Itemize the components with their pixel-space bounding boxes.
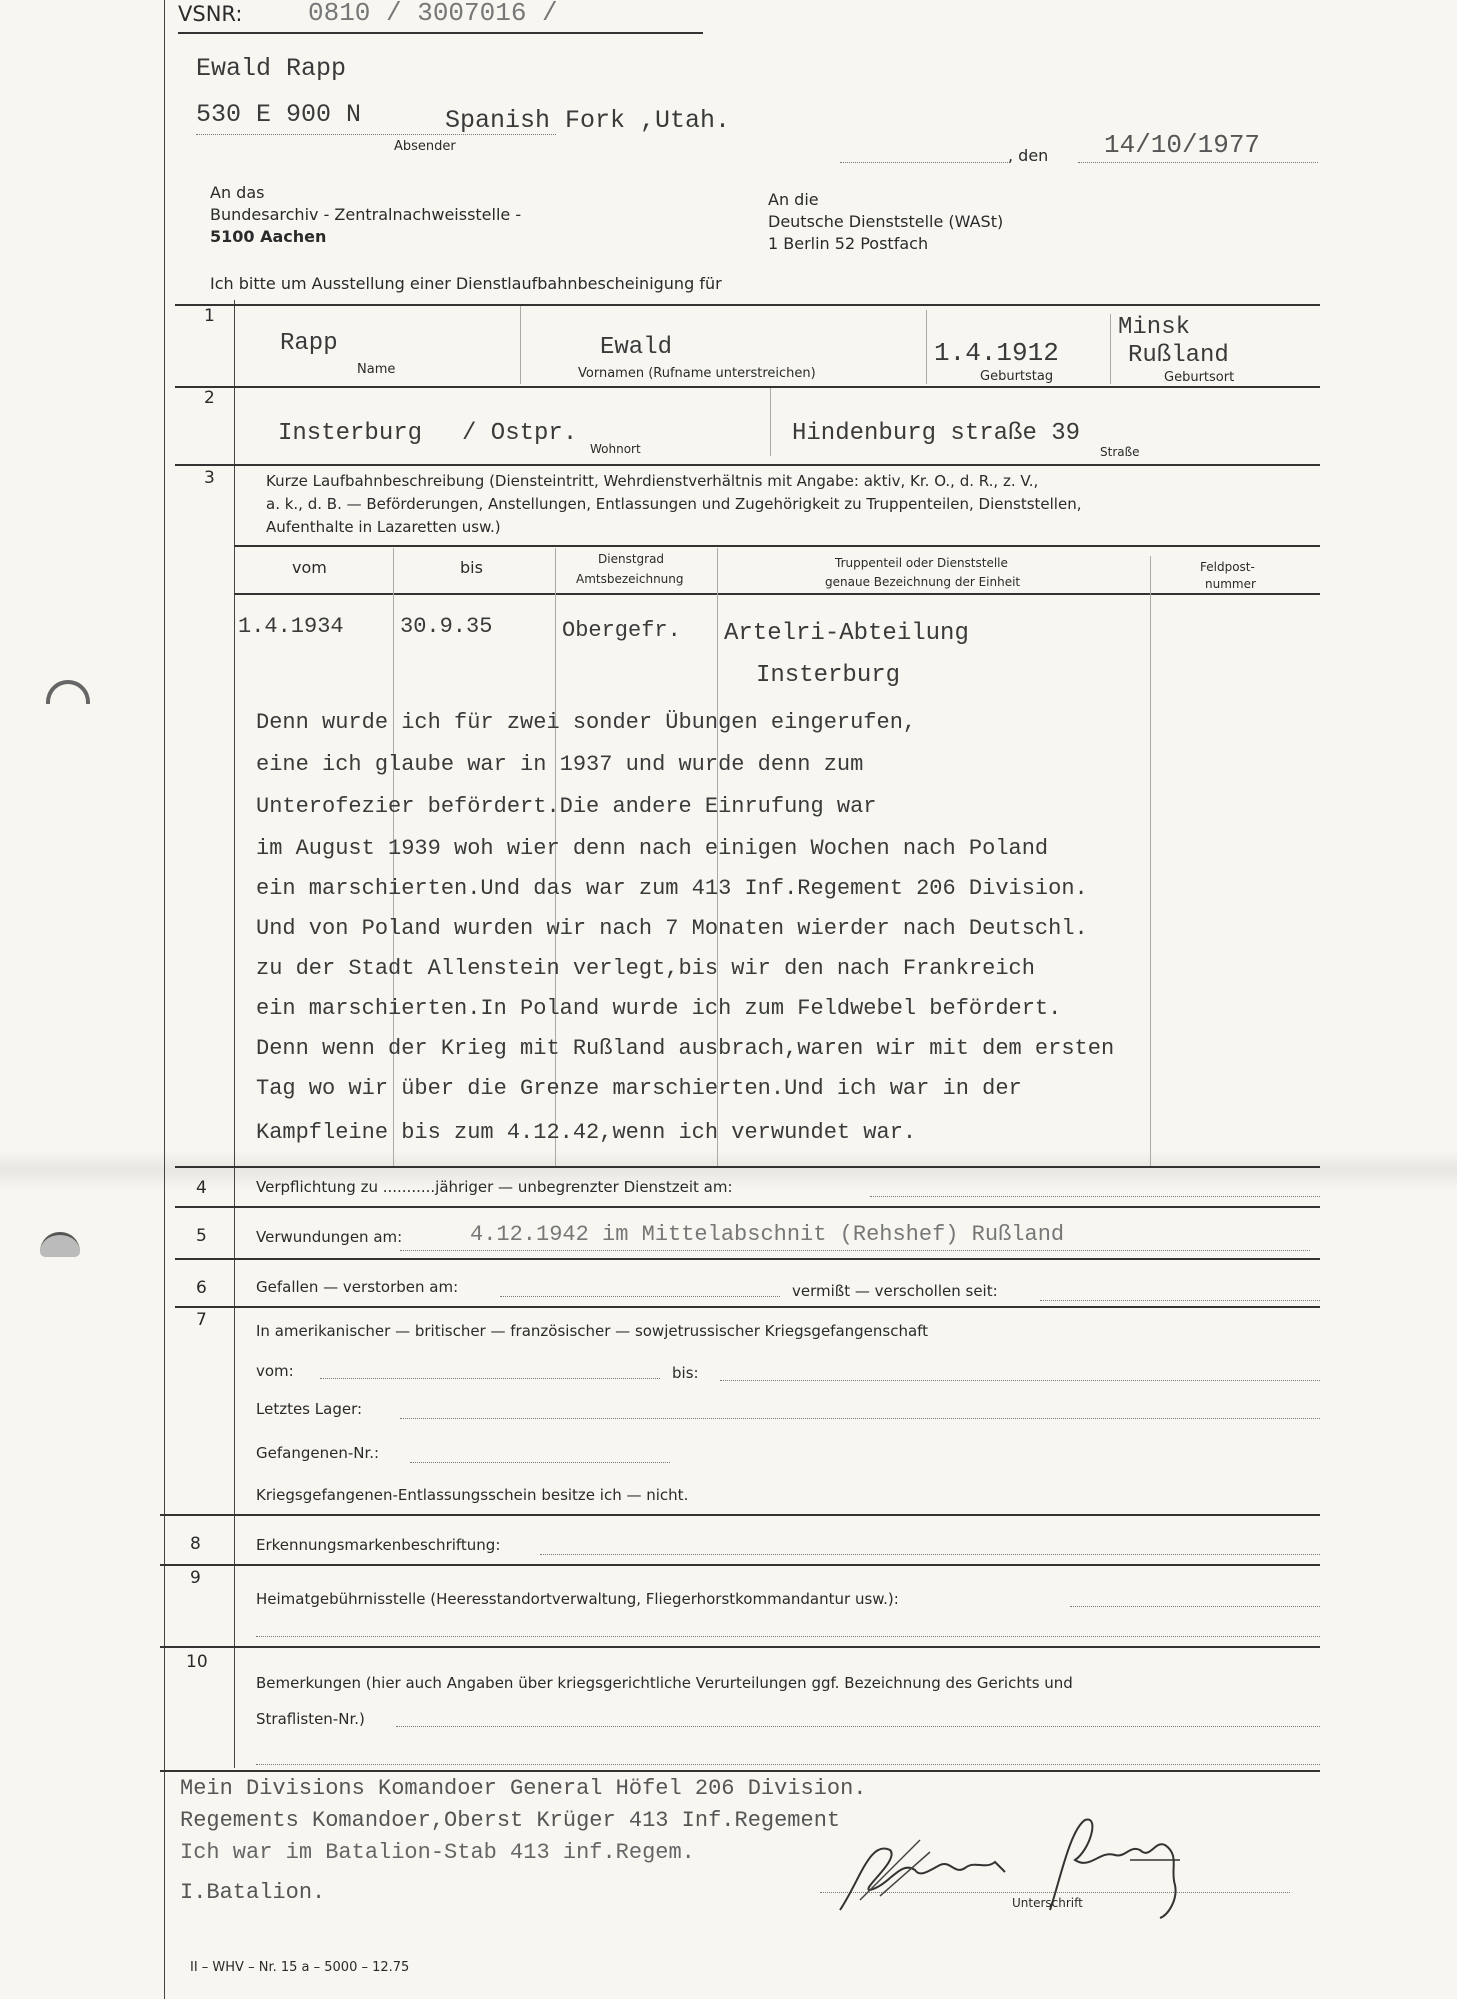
col-header-bis: bis	[460, 558, 483, 577]
narrative-line: ein marschierten.In Poland wurde ich zum Feldwebel befördert.	[256, 996, 1062, 1021]
section5-top-rule	[175, 1206, 1320, 1208]
number-column-divider	[234, 300, 235, 1768]
sender-name: Ewald Rapp	[196, 54, 347, 83]
row-truppenteil-1: Artelri-Abteilung	[724, 620, 969, 647]
col-header-truppenteil-2: genaue Bezeichnung der Einheit	[825, 575, 1021, 589]
section1-top-rule	[175, 304, 1320, 306]
col-header-feldpost-2: nummer	[1205, 577, 1256, 591]
date-line	[1078, 162, 1318, 163]
section7-lager-line	[400, 1418, 1320, 1419]
section6-label-a: Gefallen — verstorben am:	[256, 1278, 459, 1296]
vorname-label: Vornamen (Rufname unterstreichen)	[578, 366, 816, 381]
section7-bis-line	[720, 1380, 1320, 1381]
section2-number: 2	[204, 388, 215, 408]
section6-line-b	[1040, 1300, 1320, 1301]
geburtstag-value: 1.4.1912	[934, 338, 1059, 368]
row-truppenteil-2: Insterburg	[756, 662, 901, 689]
section4-line	[870, 1196, 1320, 1197]
section7-top-rule	[175, 1306, 1320, 1308]
section6-top-rule	[175, 1258, 1320, 1260]
sender-city: Spanish Fork ,Utah.	[445, 106, 731, 135]
section9-line-1	[1070, 1606, 1320, 1607]
date-value: 14/10/1977	[1104, 130, 1261, 160]
place-line	[840, 162, 1010, 163]
footer-note-3: Ich war im Batalion-Stab 413 inf.Regem.	[180, 1840, 695, 1865]
footer-note-2: Regements Komandoer,Oberst Krüger 413 Inf.Regement	[180, 1808, 841, 1833]
section10-line-1	[396, 1726, 1320, 1727]
section10-bottom-rule	[160, 1770, 1320, 1772]
narrative-line: Denn wurde ich für zwei sonder Übungen eingerufen,	[256, 710, 917, 735]
section5-line	[400, 1250, 1310, 1251]
vsnr-label: VSNR:	[178, 2, 243, 26]
row-vom: 1.4.1934	[238, 614, 344, 639]
col-header-dienstgrad-2: Amtsbezeichnung	[576, 572, 684, 586]
section10-top-rule	[160, 1646, 1320, 1648]
geburtstag-label: Geburtstag	[980, 369, 1054, 384]
section4-top-rule	[175, 1166, 1320, 1168]
section7-lager-label: Letztes Lager:	[256, 1400, 363, 1418]
col-header-truppenteil-1: Truppenteil oder Dienststelle	[835, 556, 1008, 570]
section3-intro-3: Aufenthalte in Lazaretten usw.)	[266, 518, 501, 536]
narrative-line: ein marschierten.Und das war zum 413 Inf.Regement 206 Division.	[256, 876, 1088, 901]
strasse-label: Straße	[1100, 445, 1140, 459]
narrative-line: Kampfleine bis zum 4.12.42,wenn ich verwundet war.	[256, 1120, 917, 1145]
wohnort-value-b: / Ostpr.	[462, 420, 578, 447]
section5-label: Verwundungen am:	[256, 1228, 403, 1246]
section6-label-b: vermißt — verschollen seit:	[792, 1282, 998, 1300]
absender-label: Absender	[394, 139, 456, 154]
form-left-border	[164, 0, 165, 1999]
wohnort-value-a: Insterburg	[278, 420, 423, 447]
section7-line1: In amerikanischer — britischer — französischer — sowjetrussischer Kriegsgefangenschaft	[256, 1322, 929, 1340]
section7-bis-label: bis:	[672, 1364, 699, 1382]
footer-note-1: Mein Divisions Komandoer General Höfel 206 Division.	[180, 1776, 867, 1801]
col-header-vom: vom	[292, 558, 327, 577]
section2-top-rule	[175, 386, 1320, 388]
section7-vom-line	[320, 1378, 660, 1379]
table-header-bottom-rule	[234, 593, 1320, 595]
geburtsort-value-1: Minsk	[1118, 314, 1191, 341]
section6-number: 6	[196, 1278, 207, 1298]
addressee-right-1: An die	[768, 190, 819, 209]
strasse-value: Hindenburg straße 39	[792, 420, 1081, 447]
section8-top-rule	[160, 1514, 1320, 1516]
geburtsort-value-2: Rußland	[1128, 342, 1229, 369]
verwundung-value: 4.12.1942 im Mittelabschnit (Rehshef) Rußland	[470, 1222, 1065, 1247]
section3-intro-2: a. k., d. B. — Beförderungen, Anstellungen, Entlassungen und Zugehörigkeit zu Truppenteilen, Dienststellen,	[266, 495, 1082, 513]
request-text: Ich bitte um Ausstellung einer Dienstlaufbahnbescheinigung für	[210, 274, 722, 293]
vsnr-value: 0810 / 3007016 /	[308, 0, 558, 28]
s2-col-divider	[770, 388, 771, 456]
geburtsort-label: Geburtsort	[1164, 370, 1235, 385]
section7-schein-label: Kriegsgefangenen-Entlassungsschein besitze ich — nicht.	[256, 1486, 689, 1504]
section5-number: 5	[196, 1226, 207, 1246]
sender-line	[196, 134, 556, 135]
form-number: II – WHV – Nr. 15 a – 5000 – 12.75	[190, 1960, 410, 1975]
punch-hole-top	[46, 680, 90, 704]
section10-label-2: Straflisten-Nr.)	[256, 1710, 365, 1728]
section9-line-2	[256, 1636, 1320, 1637]
vorname-value: Ewald	[600, 334, 673, 361]
section3-number: 3	[204, 468, 215, 488]
section10-line-2	[256, 1764, 1320, 1765]
narrative-line: Und von Poland wurden wir nach 7 Monaten wierder nach Deutschl.	[256, 916, 1088, 941]
section3-top-rule	[175, 464, 1320, 466]
addressee-right-2: Deutsche Dienststelle (WASt)	[768, 212, 1004, 231]
section7-nr-line	[410, 1462, 670, 1463]
s1-col-divider-3	[1110, 314, 1111, 384]
name-label: Name	[357, 362, 396, 377]
section9-label: Heimatgebührnisstelle (Heeresstandortverwaltung, Fliegerhorstkommandantur usw.):	[256, 1590, 899, 1608]
narrative-line: Denn wenn der Krieg mit Rußland ausbrach,waren wir mit dem ersten	[256, 1036, 1115, 1061]
section8-line	[540, 1554, 1320, 1555]
addressee-right-3: 1 Berlin 52 Postfach	[768, 234, 929, 253]
col-header-feldpost-1: Feldpost-	[1200, 560, 1255, 574]
addressee-left-3: 5100 Aachen	[210, 227, 327, 246]
section9-top-rule	[160, 1564, 1320, 1566]
narrative-line: eine ich glaube war in 1937 und wurde denn zum	[256, 752, 864, 777]
section7-nr-label: Gefangenen-Nr.:	[256, 1444, 380, 1462]
section8-number: 8	[190, 1534, 201, 1554]
row-dienstgrad: Obergefr.	[562, 618, 681, 643]
col-div-truppenteil-feldpost	[1150, 556, 1151, 1168]
s1-col-divider-1	[520, 306, 521, 384]
signature-label: Unterschrift	[1012, 1896, 1083, 1910]
den-label: , den	[1008, 146, 1049, 165]
section3-intro-1: Kurze Laufbahnbeschreibung (Diensteintritt, Wehrdienstverhältnis mit Angabe: aktiv, Kr. O., d. R., z. V.,	[266, 472, 1039, 490]
col-header-dienstgrad-1: Dienstgrad	[598, 552, 665, 566]
section4-number: 4	[196, 1178, 207, 1198]
narrative-line: Unterofezier befördert.Die andere Einrufung war	[256, 794, 877, 819]
section8-label: Erkennungsmarkenbeschriftung:	[256, 1536, 501, 1554]
section4-label: Verpflichtung zu ...........jähriger — unbegrenzter Dienstzeit am:	[256, 1178, 733, 1196]
section1-number: 1	[204, 306, 215, 326]
vsnr-underline	[178, 32, 703, 34]
narrative-line: Tag wo wir über die Grenze marschierten.Und ich war in der	[256, 1076, 1022, 1101]
table-header-top-rule	[234, 545, 1320, 547]
section6-line-a	[500, 1296, 780, 1297]
sender-street: 530 E 900 N	[196, 100, 362, 129]
section9-number: 9	[190, 1568, 201, 1588]
section7-vom-label: vom:	[256, 1362, 294, 1380]
narrative-line: im August 1939 woh wier denn nach einigen Wochen nach Poland	[256, 836, 1049, 861]
footer-note-4: I.Batalion.	[180, 1880, 326, 1905]
s1-col-divider-2	[926, 310, 927, 384]
addressee-left-2: Bundesarchiv - Zentralnachweisstelle -	[210, 205, 522, 224]
punch-hole-bottom	[40, 1232, 80, 1257]
wohnort-label: Wohnort	[590, 442, 641, 456]
addressee-left-1: An das	[210, 183, 265, 202]
name-value: Rapp	[280, 330, 338, 357]
row-bis: 30.9.35	[400, 614, 493, 639]
section10-number: 10	[186, 1652, 208, 1672]
narrative-line: zu der Stadt Allenstein verlegt,bis wir den nach Frankreich	[256, 956, 1035, 981]
section10-label-1: Bemerkungen (hier auch Angaben über kriegsgerichtliche Verurteilungen ggf. Bezeichnung des Gerichts und	[256, 1674, 1073, 1692]
section7-number: 7	[196, 1310, 207, 1330]
